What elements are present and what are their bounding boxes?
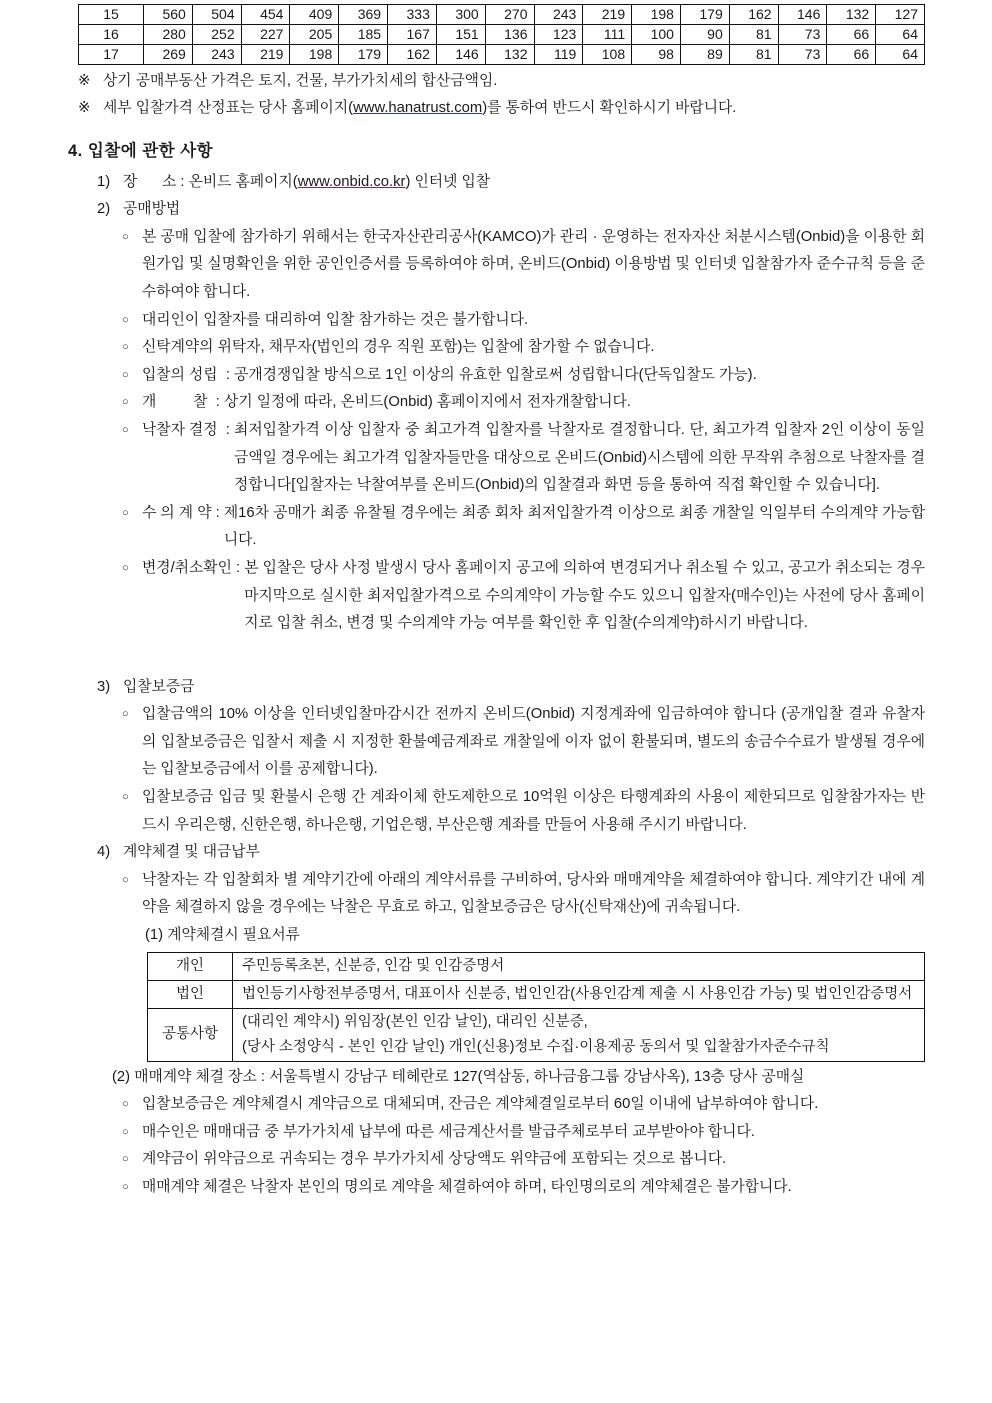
reference-mark-icon: ※ bbox=[78, 73, 91, 89]
price-table-cell: 81 bbox=[729, 45, 778, 65]
price-table-cell: 269 bbox=[144, 45, 193, 65]
bullet-no-trustor bbox=[122, 334, 925, 362]
bullet-no-agent bbox=[122, 307, 925, 335]
text-post: ) 인터넷 입찰 bbox=[405, 173, 491, 190]
bullet-text: 낙찰자는 각 입찰회차 별 계약기간에 아래의 계약서류를 구비하여, 당사와 매매계약을 체결하여야 합니다. 계약기간 내에 계약을 체결하지 않을 경우에는 낙찰은 무효로 하고, 입찰보증금은 당사(신탁재산)에 귀속됩니다. bbox=[142, 871, 925, 916]
price-table-cell: 123 bbox=[534, 25, 583, 45]
price-table-cell: 64 bbox=[876, 45, 925, 65]
note-text bbox=[103, 95, 925, 122]
doc-requirements bbox=[233, 952, 925, 980]
bullet-text: 본 입찰은 당사 사정 발생시 당사 홈페이지 공고에 의하여 변경되거나 취소될 수 있고, 공고가 취소되는 경우 마지막으로 실시한 최저입찰가격으로 수의계약이 가능할 수도 있으니 입찰자(매수인)는 사전에 당사 홈페이지로 입찰 취소, 변경 및 수의계약 가능 여부를 확인한 후 입찰(수의계약)하시기 바랍니다. bbox=[244, 559, 925, 632]
price-table-cell: 219 bbox=[241, 45, 290, 65]
bullet-label: 개 찰 : bbox=[142, 394, 225, 411]
price-table-cell: 205 bbox=[290, 25, 339, 45]
method-bullets bbox=[122, 224, 925, 638]
item-method bbox=[97, 196, 925, 224]
price-table-cell: 90 bbox=[680, 25, 729, 45]
doc-line: (대리인 계약시) 위임장(본인 인감 날인), 대리인 신분증, bbox=[242, 1013, 588, 1030]
bullet-bid-opening bbox=[122, 389, 925, 417]
doc-category: 공통사항 bbox=[148, 1008, 233, 1061]
bullet-change-cancel bbox=[122, 555, 925, 638]
docs-row-individual bbox=[148, 952, 925, 980]
bullet-text: 매매계약 체결은 낙찰자 본인의 명의로 계약을 체결하여야 하며, 타인명의로의 계약체결은 불가합니다. bbox=[142, 1179, 792, 1195]
doc-line: 법인등기사항전부증명서, 대표이사 신분증, 법인인감(사용인감계 제출 시 사용인감 가능) 및 법인인감증명서 bbox=[242, 985, 913, 1002]
item-deposit-title: 입찰보증금 bbox=[123, 678, 195, 695]
bullet-body bbox=[142, 500, 925, 555]
reference-mark-icon: ※ bbox=[78, 100, 91, 116]
price-table-cell: 81 bbox=[729, 25, 778, 45]
contract-bullets-top bbox=[122, 867, 925, 922]
bullet-text: 공개경쟁입찰 방식으로 1인 이상의 유효한 입찰로써 성립합니다(단독입찰도 가능). bbox=[234, 366, 757, 383]
price-table-cell: 198 bbox=[290, 45, 339, 65]
bullet-bank-limit bbox=[122, 784, 925, 839]
price-table-cell: 127 bbox=[876, 5, 925, 25]
price-table-cell: 219 bbox=[583, 5, 632, 25]
item-place-label: 장 소 : bbox=[123, 173, 189, 190]
required-docs-table-body bbox=[148, 952, 925, 1061]
bullet-marker: ○ bbox=[122, 791, 129, 804]
item-place-text bbox=[189, 169, 925, 197]
price-table-row-17 bbox=[79, 45, 925, 65]
doc-category: 법인 bbox=[148, 980, 233, 1008]
bullet-text: 본 공매 입찰에 참가하기 위해서는 한국자산관리공사(KAMCO)가 관리 · 운영하는 전자자산 처분시스템(Onbid)을 이용한 회원가입 및 실명확인을 위한 공인인증서를 등록하여야 하며, 온비드(Onbid) 이용방법 및 인터넷 입찰참가자 준수규칙 등을 준수하여야 합니다. bbox=[142, 228, 925, 300]
price-table-cell: 119 bbox=[534, 45, 583, 65]
bullet-text: 매수인은 매매대금 중 부가가치세 납부에 따른 세금계산서를 발급주체로부터 교부받아야 합니다. bbox=[142, 1123, 755, 1140]
bullet-own-name-contract bbox=[122, 1174, 925, 1202]
price-table-cell: 454 bbox=[241, 5, 290, 25]
note-text-pre: 세부 입찰가격 산정표는 당사 홈페이지( bbox=[103, 100, 354, 116]
deposit-bullets bbox=[122, 701, 925, 839]
note-website bbox=[78, 95, 925, 122]
price-table-cell: 179 bbox=[339, 45, 388, 65]
item-number: 2) bbox=[97, 201, 111, 218]
bullet-bid-formation bbox=[122, 362, 925, 390]
bullet-marker: ○ bbox=[122, 1098, 129, 1111]
bullet-text: 최저입찰가격 이상 입찰자 중 최고가격 입찰자를 낙찰자로 결정합니다. 단, 최고가격 입찰자 2인 이상이 동일금액일 경우에는 최고가격 입찰자들만을 대상으로 온비드(Onbid)시스템에 의한 무작위 추첨으로 낙찰자를 결정합니다[입찰자는 낙찰여부를 온비드(Onbid)의 입찰결과 화면 등을 통하여 직접 확인할 수 있습니다]. bbox=[234, 421, 925, 494]
bullet-kamco bbox=[122, 224, 925, 307]
price-table-cell: 185 bbox=[339, 25, 388, 45]
section4-heading: 4. 입찰에 관한 사항 bbox=[68, 142, 214, 160]
price-table-row-15 bbox=[79, 5, 925, 25]
price-table-cell: 132 bbox=[485, 45, 534, 65]
subitem-contract-place: (2) 매매계약 체결 장소 : 서울특별시 강남구 테헤란로 127(역삼동, 하나금융그룹 강남사옥), 13층 당사 공매실 bbox=[112, 1068, 805, 1085]
doc-line: (당사 소정양식 - 본인 인감 날인) 개인(신용)정보 수집·이용제공 동의서 및 입찰참가자준수규칙 bbox=[242, 1038, 830, 1055]
doc-line: 주민등록초본, 신분증, 인감 및 인감증명서 bbox=[242, 957, 505, 974]
note-price-sum bbox=[78, 68, 925, 95]
price-table-cell: 409 bbox=[290, 5, 339, 25]
bullet-marker: ○ bbox=[122, 561, 129, 574]
price-table-cell: 167 bbox=[388, 25, 437, 45]
price-table-cell: 227 bbox=[241, 25, 290, 45]
price-table-cell: 89 bbox=[680, 45, 729, 65]
bullet-marker: ○ bbox=[122, 396, 129, 409]
bullet-text: 대리인이 입찰자를 대리하여 입찰 참가하는 것은 불가합니다. bbox=[142, 311, 529, 328]
price-table-body bbox=[79, 5, 925, 65]
item-place bbox=[97, 169, 925, 197]
price-table-cell: 560 bbox=[144, 5, 193, 25]
docs-row-corporation bbox=[148, 980, 925, 1008]
bullet-marker: ○ bbox=[122, 230, 129, 243]
bullet-deposit-payment bbox=[122, 701, 925, 784]
contract-bullets-bottom bbox=[122, 1091, 925, 1201]
price-table-cell: 243 bbox=[534, 5, 583, 25]
bullet-text: 신탁계약의 위탁자, 채무자(법인의 경우 직원 포함)는 입찰에 참가할 수 없습니다. bbox=[142, 339, 655, 356]
price-table-cell: 179 bbox=[680, 5, 729, 25]
item-deposit bbox=[97, 674, 925, 702]
bullet-winner-decision bbox=[122, 417, 925, 500]
price-table-cell: 243 bbox=[192, 45, 241, 65]
bullet-text: 입찰보증금은 계약체결시 계약금으로 대체되며, 잔금은 계약체결일로부터 60일 이내에 납부하여야 합니다. bbox=[142, 1096, 819, 1113]
item-method-title: 공매방법 bbox=[123, 201, 181, 218]
bullet-marker: ○ bbox=[122, 368, 129, 381]
price-table-cell: 198 bbox=[632, 5, 681, 25]
bullet-marker: ○ bbox=[122, 341, 129, 354]
item-contract bbox=[97, 839, 925, 867]
price-table-cell: 132 bbox=[827, 5, 876, 25]
price-table-cell: 73 bbox=[778, 25, 827, 45]
price-table-cell: 333 bbox=[388, 5, 437, 25]
bullet-penalty-vat bbox=[122, 1146, 925, 1174]
bullet-private-contract bbox=[122, 500, 925, 555]
bullet-body bbox=[142, 555, 925, 638]
price-table-row-16 bbox=[79, 25, 925, 45]
doc-category: 개인 bbox=[148, 952, 233, 980]
price-table-cell: 66 bbox=[827, 45, 876, 65]
price-table-cell: 162 bbox=[729, 5, 778, 25]
price-table-cell: 98 bbox=[632, 45, 681, 65]
price-table-cell: 16 bbox=[79, 25, 144, 45]
item-contract-title: 계약체결 및 대금납부 bbox=[123, 844, 260, 861]
bullet-label: 수 의 계 약 : bbox=[142, 504, 224, 521]
bullet-marker: ○ bbox=[122, 313, 129, 326]
item-number: 4) bbox=[97, 844, 111, 861]
price-table-cell: 270 bbox=[485, 5, 534, 25]
bullet-deposit-to-downpayment bbox=[122, 1091, 925, 1119]
price-table-cell: 15 bbox=[79, 5, 144, 25]
bullet-label: 낙찰자 결정 : bbox=[142, 421, 235, 438]
price-table-cell: 280 bbox=[144, 25, 193, 45]
price-table-cell: 73 bbox=[778, 45, 827, 65]
bullet-marker: ○ bbox=[122, 873, 129, 886]
price-table-cell: 111 bbox=[583, 25, 632, 45]
price-table-cell: 162 bbox=[388, 45, 437, 65]
docs-row-common bbox=[148, 1008, 925, 1061]
price-table-cell: 100 bbox=[632, 25, 681, 45]
bullet-tax-invoice bbox=[122, 1119, 925, 1147]
price-table-cell: 369 bbox=[339, 5, 388, 25]
price-table-cell: 66 bbox=[827, 25, 876, 45]
bullet-marker: ○ bbox=[122, 506, 129, 519]
price-table-cell: 146 bbox=[778, 5, 827, 25]
price-table-cell: 151 bbox=[436, 25, 485, 45]
price-table-cell: 300 bbox=[436, 5, 485, 25]
bullet-body bbox=[142, 362, 925, 390]
price-table bbox=[78, 4, 925, 65]
bullet-marker: ○ bbox=[122, 708, 129, 721]
bullet-text: 입찰금액의 10% 이상을 인터넷입찰마감시간 전까지 온비드(Onbid) 지정계좌에 입금하여야 합니다 (공개입찰 결과 유찰자의 입찰보증금은 입찰서 제출 시 지정한 환불예금계좌로 개찰일에 이자 없이 환불되며, 별도의 송금수수료가 발생될 경우에는 입찰보증금에서 이를 공제합니다). bbox=[142, 706, 925, 778]
bullet-label: 변경/취소확인 : bbox=[142, 559, 245, 576]
doc-requirements bbox=[233, 980, 925, 1008]
bullet-marker: ○ bbox=[122, 1153, 129, 1166]
price-table-cell: 136 bbox=[485, 25, 534, 45]
item-number: 1) bbox=[97, 173, 111, 190]
bullet-marker: ○ bbox=[122, 1125, 129, 1138]
text-pre: 온비드 홈페이지( bbox=[188, 173, 298, 190]
bullet-contract-docs bbox=[122, 867, 925, 922]
note-text: 상기 공매부동산 가격은 토지, 건물, 부가가치세의 합산금액임. bbox=[103, 73, 498, 89]
bullet-text: 계약금이 위약금으로 귀속되는 경우 부가가치세 상당액도 위약금에 포함되는 것으로 봅니다. bbox=[142, 1151, 727, 1168]
hanatrust-link[interactable]: www.hanatrust.com bbox=[353, 100, 483, 116]
bullet-text: 입찰보증금 입금 및 환불시 은행 간 계좌이체 한도제한으로 10억원 이상은 타행계좌의 사용이 제한되므로 입찰참가자는 반드시 우리은행, 신한은행, 하나은행, 기업은행, 부산은행 계좌를 만들어 사용해 주시기 바랍니다. bbox=[142, 789, 925, 833]
bullet-body bbox=[142, 389, 925, 417]
price-table-cell: 504 bbox=[192, 5, 241, 25]
required-docs-table bbox=[147, 952, 925, 1062]
price-table-cell: 64 bbox=[876, 25, 925, 45]
bullet-body bbox=[142, 417, 925, 500]
bullet-text: 상기 일정에 따라, 온비드(Onbid) 홈페이지에서 전자개찰합니다. bbox=[224, 394, 631, 411]
onbid-link[interactable]: www.onbid.co.kr bbox=[297, 173, 406, 190]
subitem-required-docs: (1) 계약체결시 필요서류 bbox=[145, 927, 300, 944]
bullet-marker: ○ bbox=[122, 1181, 129, 1193]
price-table-cell: 17 bbox=[79, 45, 144, 65]
doc-requirements bbox=[233, 1008, 925, 1061]
item-number: 3) bbox=[97, 678, 111, 695]
bullet-text: 제16차 공매가 최종 유찰될 경우에는 최종 회차 최저입찰가격 이상으로 최종 개찰일 익일부터 수의계약 가능합니다. bbox=[223, 504, 925, 549]
bullet-label: 입찰의 성립 : bbox=[142, 366, 235, 383]
note-text-post: )를 통하여 반드시 확인하시기 바랍니다. bbox=[482, 100, 737, 116]
price-table-cell: 108 bbox=[583, 45, 632, 65]
price-table-cell: 252 bbox=[192, 25, 241, 45]
price-table-cell: 146 bbox=[436, 45, 485, 65]
bullet-marker: ○ bbox=[122, 423, 129, 436]
